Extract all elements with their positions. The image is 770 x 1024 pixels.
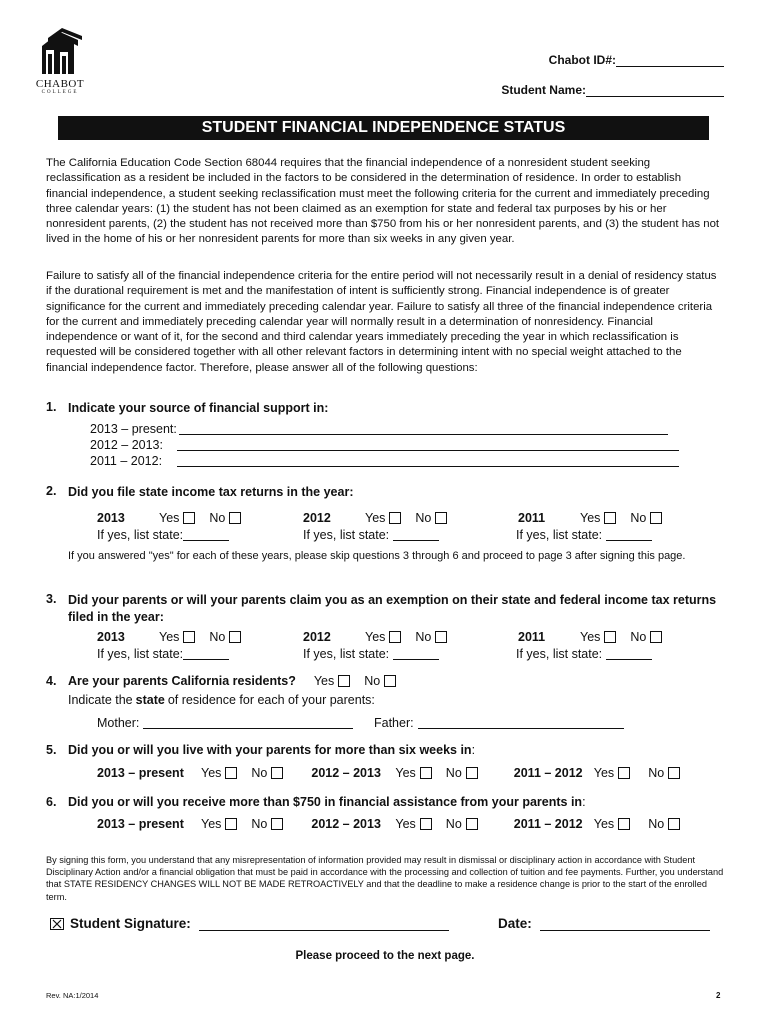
q4-yes-checkbox[interactable] (338, 675, 350, 687)
no-label: No (209, 511, 226, 525)
yes-label: Yes (593, 766, 615, 780)
q6-number: 6. (46, 795, 57, 809)
disclaimer-text: By signing this form, you understand that any misrepresentation of information provided may result in dismissal or disciplinary action in accordance with Student Disciplinary Action and/or a financial obligation that must be paid in accordance with the processing and collection of tuition and fee payments. Further, you understand that STATE RESIDENCY CHANGES WILL NOT BE MADE RETROACTIVELY and that the deadline to make a residence change is prior to the start of the enrolled term. (46, 855, 724, 902)
q4-text: Are your parents California residents? (68, 674, 296, 688)
q6-2012-no-checkbox[interactable] (466, 818, 478, 830)
q2-group-2013 (97, 511, 241, 525)
q2-2012-state-field[interactable] (393, 529, 439, 541)
q4-mother-row (97, 716, 353, 730)
q3-year: 2011 (518, 630, 546, 644)
date-field[interactable] (540, 917, 710, 931)
date-label: Date: (498, 916, 532, 931)
q5-options (97, 766, 680, 780)
father-label: Father: (374, 716, 414, 730)
state-label: If yes, list state: (516, 528, 603, 542)
q2-group-2012 (303, 511, 447, 525)
chabot-id-row (549, 53, 724, 67)
yes-label: Yes (365, 511, 386, 525)
q6-question (68, 795, 586, 809)
student-name-row (501, 83, 724, 97)
q2-note: If you answered "yes" for each of these years, please skip questions 3 through 6 and proceed to page 3 after signing this page. (68, 550, 686, 562)
q2-state-2012 (303, 528, 439, 542)
q4-indicate-post: of residence for each of your parents: (167, 693, 375, 707)
q3-2013-no-checkbox[interactable] (229, 631, 241, 643)
yes-label: Yes (159, 630, 180, 644)
state-label: If yes, list state: (97, 528, 184, 542)
no-label: No (630, 511, 647, 525)
q6-2011-no-checkbox[interactable] (668, 818, 680, 830)
yes-label: Yes (201, 817, 222, 831)
q3-state-2011 (516, 647, 652, 661)
yes-label: Yes (593, 817, 615, 831)
intro-paragraph-2: Failure to satisfy all of the financial independence criteria for the entire period will not necessarily result in a denial of residency status if the durational requirement is met and the manifestation of intent is sufficiently strong. Financial independence is of greater significance for the current and immediately preceding calendar year. Failure to satisfy all three of the financial independence criteria for the current and immediately preceding calendar year will normally result in a determination of nonresidency. Financial independence or want of it, for the second and third calendar years immediately preceding the year in which reclassification is requested will be considered together with all other relevant factors in determining intent with no special weight attached to the financial independence factor. Therefore, please answer all of the following questions: (46, 270, 717, 374)
q6-2013-yes-checkbox[interactable] (225, 818, 237, 830)
yes-label: Yes (395, 817, 416, 831)
chabot-logo (34, 28, 86, 100)
q6-text: Did you or will you receive more than $750 in financial assistance from your parents in (68, 795, 583, 809)
yes-label: Yes (365, 630, 386, 644)
q3-group-2012 (303, 630, 447, 644)
q5-2011-yes-checkbox[interactable] (618, 767, 630, 779)
student-name-field[interactable] (586, 85, 724, 97)
q2-number: 2. (46, 484, 57, 498)
q6-2012-yes-checkbox[interactable] (420, 818, 432, 830)
q2-state-2011 (516, 528, 652, 542)
q2-2011-no-checkbox[interactable] (650, 512, 662, 524)
q3-state-2013 (97, 647, 229, 661)
q4-no-checkbox[interactable] (384, 675, 396, 687)
q3-state-2012 (303, 647, 439, 661)
sign-here-x-icon (50, 918, 64, 930)
q3-2011-no-checkbox[interactable] (650, 631, 662, 643)
no-label: No (630, 630, 647, 644)
q3-2013-state-field[interactable] (183, 648, 229, 660)
q3-2012-no-checkbox[interactable] (435, 631, 447, 643)
no-label: No (251, 766, 268, 780)
mother-state-field[interactable] (143, 717, 353, 729)
chabot-id-field[interactable] (616, 55, 724, 67)
q1-row-2013 (90, 422, 668, 436)
q3-number: 3. (46, 592, 57, 606)
q1-year-label: 2013 – present: (90, 422, 177, 436)
q2-2013-yes-checkbox[interactable] (183, 512, 195, 524)
proceed-note: Please proceed to the next page. (295, 950, 475, 962)
q2-year: 2012 (303, 511, 331, 525)
yes-label: Yes (159, 511, 180, 525)
q2-state-2013 (97, 528, 229, 542)
q6-options (97, 817, 680, 831)
q2-2012-yes-checkbox[interactable] (389, 512, 401, 524)
chabot-id-label: Chabot ID#: (548, 53, 616, 67)
q6-colon: : (582, 795, 586, 809)
q2-year: 2011 (518, 511, 546, 525)
q6-2013-no-checkbox[interactable] (271, 818, 283, 830)
page-title: STUDENT FINANCIAL INDEPENDENCE STATUS (58, 116, 709, 140)
q2-2011-state-field[interactable] (606, 529, 652, 541)
no-label: No (251, 817, 268, 831)
yes-label: Yes (580, 630, 601, 644)
q6-2011-yes-checkbox[interactable] (618, 818, 630, 830)
state-label: If yes, list state: (97, 647, 184, 661)
no-label: No (415, 630, 432, 644)
q5-2012-no-checkbox[interactable] (466, 767, 478, 779)
signature-label: Student Signature: (70, 916, 191, 931)
q2-text: Did you file state income tax returns in the year: (68, 485, 354, 499)
page-number: 2 (716, 991, 721, 1000)
state-label: If yes, list state: (303, 647, 390, 661)
q6-period: 2012 – 2013 (311, 817, 381, 831)
q5-2013-yes-checkbox[interactable] (225, 767, 237, 779)
q3-text: Did your parents or will your parents claim you as an exemption on their state and federal income tax returns filed in the year: (68, 593, 717, 624)
q4-indicate-bold: state (135, 693, 165, 707)
no-label: No (445, 817, 462, 831)
q5-2011-no-checkbox[interactable] (668, 767, 680, 779)
q3-2011-state-field[interactable] (606, 648, 652, 660)
q3-group-2011 (518, 630, 662, 644)
yes-label: Yes (395, 766, 416, 780)
q5-question (68, 743, 475, 757)
q5-text: Did you or will you live with your parents for more than six weeks in (68, 743, 472, 757)
q5-period: 2013 – present (97, 766, 184, 780)
q2-2013-no-checkbox[interactable] (229, 512, 241, 524)
q1-row-2012 (90, 438, 679, 452)
q3-year: 2012 (303, 630, 331, 644)
signature-row (50, 916, 449, 931)
q6-period: 2011 – 2012 (513, 817, 583, 831)
q1-text: Indicate your source of financial support in: (68, 401, 329, 415)
q1-support-2013-field[interactable] (179, 423, 668, 435)
q1-year-label: 2012 – 2013: (90, 438, 163, 452)
q1-year-label: 2011 – 2012: (90, 454, 163, 468)
logo-name: CHABOT (35, 78, 85, 90)
q6-period: 2013 – present (97, 817, 184, 831)
yes-label: Yes (201, 766, 222, 780)
q2-2012-no-checkbox[interactable] (435, 512, 447, 524)
no-label: No (364, 674, 381, 688)
q5-colon: : (471, 743, 476, 757)
q5-period: 2012 – 2013 (311, 766, 381, 780)
state-label: If yes, list state: (303, 528, 390, 542)
no-label: No (415, 511, 432, 525)
q3-group-2013 (97, 630, 241, 644)
q3-2011-yes-checkbox[interactable] (604, 631, 616, 643)
q2-group-2011 (518, 511, 662, 525)
no-label: No (445, 766, 462, 780)
q4-father-row (374, 716, 624, 730)
chabot-building-icon (38, 28, 82, 78)
logo-subtitle: COLLEGE (41, 90, 79, 95)
signature-field[interactable] (199, 917, 449, 931)
date-row (498, 916, 710, 931)
q1-row-2011 (90, 454, 679, 468)
state-label: If yes, list state: (516, 647, 603, 661)
q3-2012-yes-checkbox[interactable] (389, 631, 401, 643)
q1-support-2012-field[interactable] (177, 439, 679, 451)
q3-2012-state-field[interactable] (393, 648, 439, 660)
q1-number: 1. (46, 400, 57, 414)
q5-2013-no-checkbox[interactable] (271, 767, 283, 779)
q4-number: 4. (46, 674, 57, 688)
no-label: No (648, 817, 665, 831)
no-label: No (209, 630, 226, 644)
no-label: No (648, 766, 665, 780)
q2-year: 2013 (97, 511, 125, 525)
q5-2012-yes-checkbox[interactable] (420, 767, 432, 779)
q2-2013-state-field[interactable] (183, 529, 229, 541)
q4-indicate (68, 693, 375, 707)
mother-label: Mother: (97, 716, 140, 730)
q2-2011-yes-checkbox[interactable] (604, 512, 616, 524)
q5-number: 5. (46, 743, 57, 757)
q5-period: 2011 – 2012 (513, 766, 583, 780)
intro-paragraph-1: The California Education Code Section 68044 requires that the financial independence of a nonresident student seeking reclassification as a resident be included in the factors to be considered in the determination of residence. In order to establish financial independence, a student seeking reclassification must meet the following criteria for the current and immediately preceding three calendar years: (1) the student has not been claimed as an exemption for state and federal tax purposes by his or her nonresident parents, (2) the student has not received more than $750 from his or her nonresident parents, and (3) the student has not lived in the home of his or her nonresident parents for more than six weeks in any given year. (46, 157, 720, 246)
student-name-label: Student Name: (501, 83, 586, 97)
q3-year: 2013 (97, 630, 125, 644)
father-state-field[interactable] (418, 717, 624, 729)
yes-label: Yes (313, 674, 335, 688)
q1-support-2011-field[interactable] (177, 455, 679, 467)
revision-label: Rev. NA:1/2014 (46, 991, 99, 1000)
yes-label: Yes (580, 511, 601, 525)
q3-2013-yes-checkbox[interactable] (183, 631, 195, 643)
q4-indicate-pre: Indicate the (68, 693, 133, 707)
q4-row (68, 674, 396, 688)
